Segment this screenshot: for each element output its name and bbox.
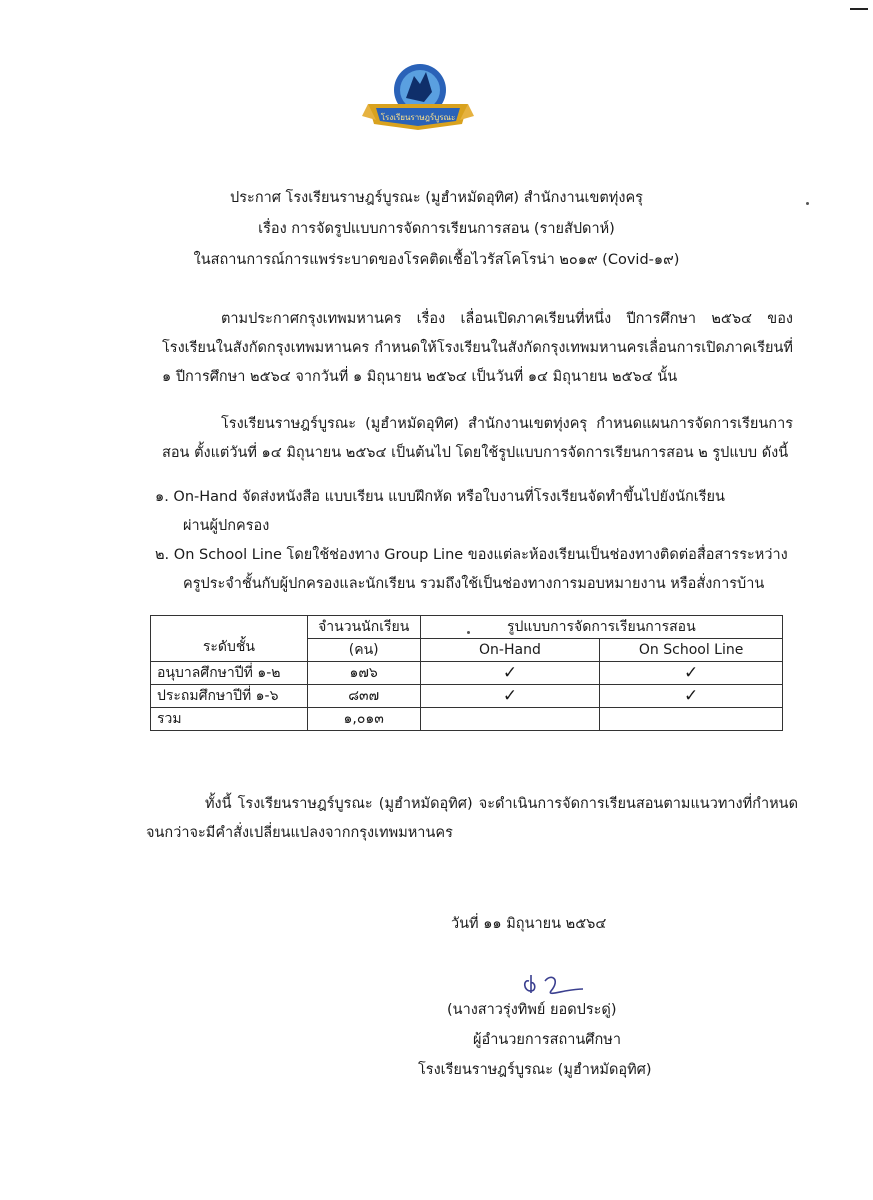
- scan-edge-mark: [850, 8, 868, 10]
- header-onhand: On-Hand: [420, 639, 600, 662]
- announcement-title: ประกาศ โรงเรียนราษฎร์บูรณะ (มูฮำหมัดอุทิศ) สำนักงานเขตทุ่งครุ: [230, 190, 643, 206]
- announcement-date: วันที่ ๑๑ มิถุนายน ๒๕๖๔: [451, 916, 607, 932]
- signer-position: ผู้อำนวยการสถานศึกษา: [473, 1032, 621, 1048]
- onhand-check-icon: ✓: [420, 662, 600, 685]
- header-level: ระดับชั้น: [151, 616, 308, 662]
- scan-speck: [806, 202, 809, 205]
- list-item-online: ๒. On School Line โดยใช้ช่องทาง Group Line ของแต่ละห้องเรียนเป็นช่องทางติดต่อสื่อสารระหว่าง: [155, 547, 788, 563]
- paragraph-closing: ทั้งนี้ โรงเรียนราษฎร์บูรณะ (มูฮำหมัดอุทิศ) จะดำเนินการจัดการเรียนสอนตามแนวทางที่กำหนด จนกว่าจะมีคำสั่งเปลี่ยนแปลงจากกรุงเทพมหานคร: [146, 796, 798, 841]
- row-level: อนุบาลศึกษาปีที่ ๑-๒: [151, 662, 308, 685]
- signer-name: (นางสาวรุ่งทิพย์ ยอดประดู่): [447, 1002, 617, 1018]
- header-format: รูปแบบการจัดการเรียนการสอน: [420, 616, 782, 639]
- table-row-total: [151, 708, 783, 731]
- list-item-onhand-cont: ผ่านผู้ปกครอง: [183, 518, 270, 534]
- empty-cell: [600, 708, 783, 731]
- announcement-subject: เรื่อง การจัดรูปแบบการจัดการเรียนการสอน (รายสัปดาห์): [258, 221, 615, 237]
- online-check-icon: ✓: [600, 662, 783, 685]
- header-count-unit: (คน): [307, 639, 420, 662]
- header-online: On School Line: [600, 639, 783, 662]
- table-header-row: [151, 616, 783, 639]
- logo-banner-text: โรงเรียนราษฎร์บูรณะ: [380, 113, 456, 122]
- scan-speck: [467, 631, 470, 634]
- row-count: ๑,๐๑๓: [307, 708, 420, 731]
- row-level: ประถมศึกษาปีที่ ๑-๖: [151, 685, 308, 708]
- row-count: ๘๓๗: [307, 685, 420, 708]
- announcement-context: ในสถานการณ์การแพร่ระบาดของโรคติดเชื้อไวรัสโคโรน่า ๒๐๑๙ (Covid-๑๙): [193, 252, 680, 268]
- header-count: จำนวนนักเรียน: [307, 616, 420, 639]
- list-item-onhand: ๑. On-Hand จัดส่งหนังสือ แบบเรียน แบบฝึกหัด หรือใบงานที่โรงเรียนจัดทำขึ้นไปยังนักเรียน: [155, 489, 725, 505]
- onhand-check-icon: ✓: [420, 685, 600, 708]
- row-level: รวม: [151, 708, 308, 731]
- table-row: [151, 662, 783, 685]
- school-logo: [362, 58, 474, 138]
- signer-school: โรงเรียนราษฎร์บูรณะ (มูฮำหมัดอุทิศ): [418, 1062, 652, 1078]
- list-item-online-cont: ครูประจำชั้นกับผู้ปกครองและนักเรียน รวมถึงใช้เป็นช่องทางการมอบหมายงาน หรือสั่งการบ้าน: [183, 576, 765, 592]
- row-count: ๑๗๖: [307, 662, 420, 685]
- paragraph-postponement: ตามประกาศกรุงเทพมหานคร เรื่อง เลื่อนเปิดภาคเรียนที่หนึ่ง ปีการศึกษา ๒๕๖๔ ของโรงเรียนในสังกัดกรุงเทพมหานคร กำหนดให้โรงเรียนในสังกัดกรุงเทพมหานครเลื่อนการเปิดภาคเรียนที่ ๑ ปีการศึกษา ๒๕๖๔ จากวันที่ ๑ มิถุนายน ๒๕๖๔ เป็นวันที่ ๑๔ มิถุนายน ๒๕๖๔ นั้น: [162, 311, 793, 385]
- online-check-icon: ✓: [600, 685, 783, 708]
- table-row: [151, 685, 783, 708]
- paragraph-plan: โรงเรียนราษฎร์บูรณะ (มูฮำหมัดอุทิศ) สำนักงานเขตทุ่งครุ กำหนดแผนการจัดการเรียนการสอน ตั้งแต่วันที่ ๑๔ มิถุนายน ๒๕๖๔ เป็นต้นไป โดยใช้รูปแบบการจัดการเรียนการสอน ๒ รูปแบบ ดังนี้: [162, 416, 793, 461]
- empty-cell: [420, 708, 600, 731]
